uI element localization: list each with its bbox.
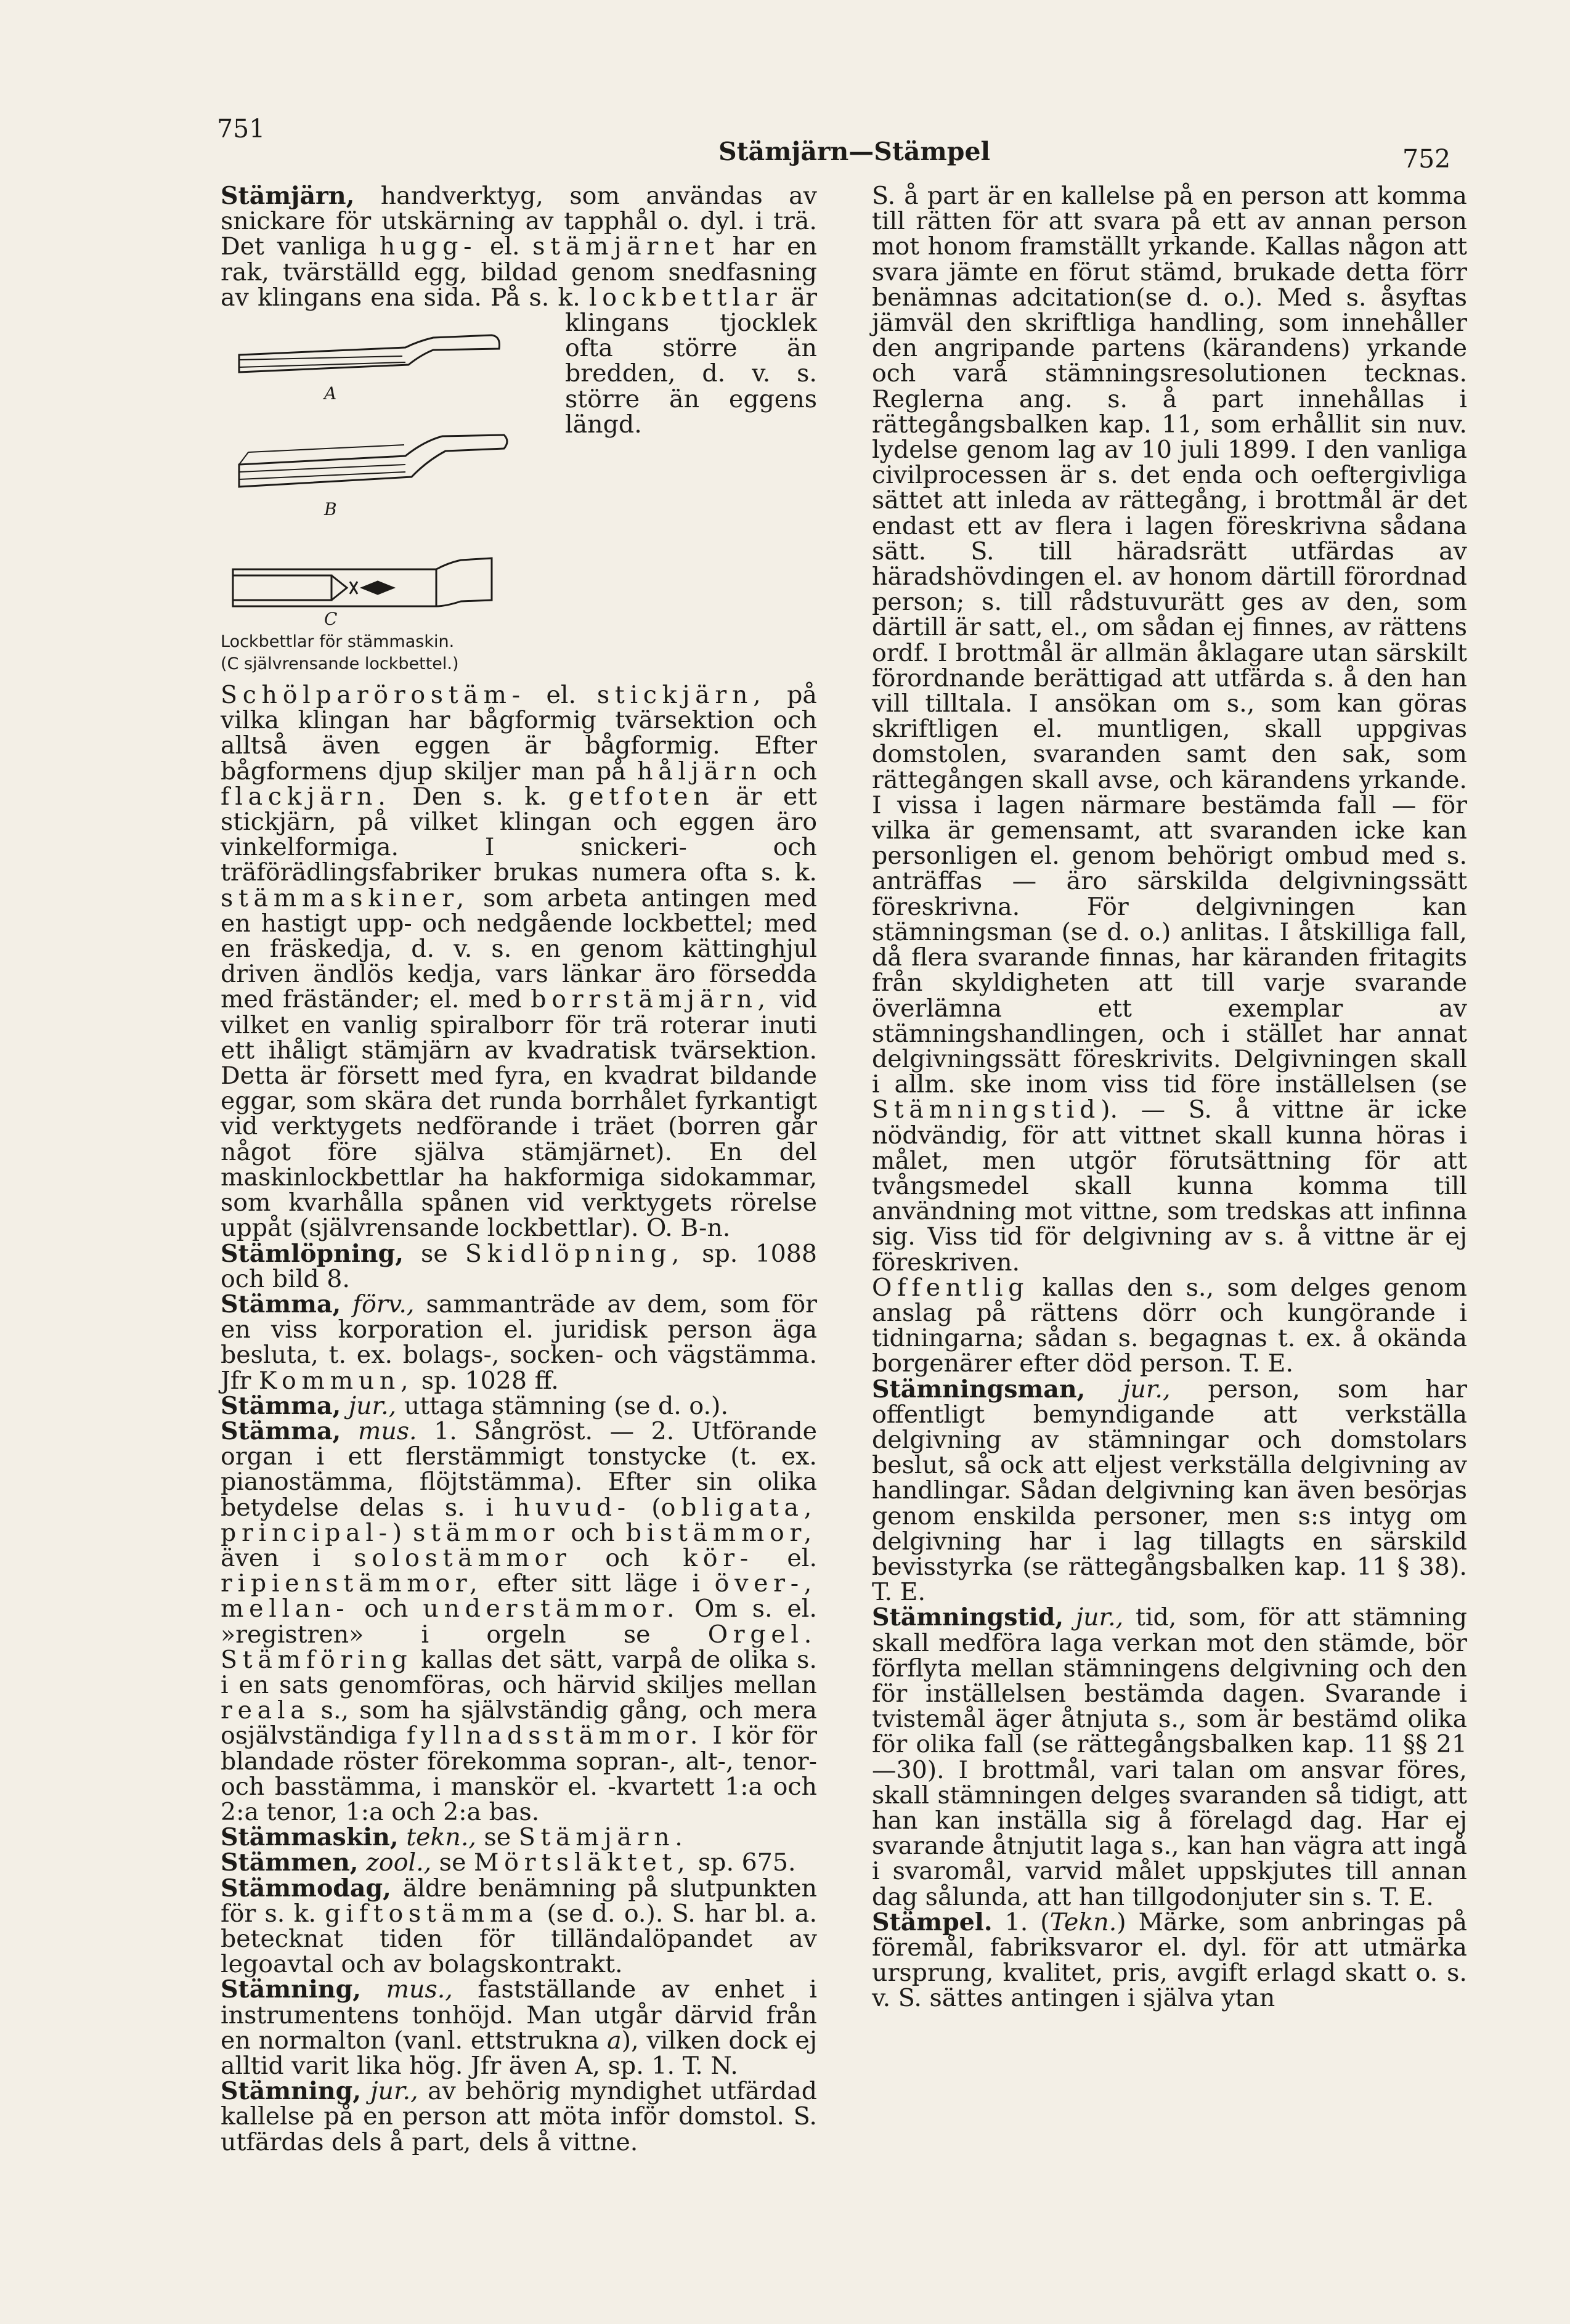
entry-text: 1. Sångröst. — 2. Utförande organ i ett flerstämmigt tonstycke (t. ex. pianostämma, flöjtstämma). Efter sin olika betydelse delas s. i xyxy=(221,1416,818,1522)
entry-text: se xyxy=(403,1239,465,1268)
entry-text: av behörig myndighet utfärdad kallelse på en person att möta inför domstol. S. utfärdas dels å part, dels å vittne. xyxy=(221,2077,817,2156)
entry-stamjarn xyxy=(221,184,817,1241)
entry-text: vid vilket en vanlig spiralborr för trä roterar inuti ett ihåligt stämjärn av kvadratisk tvärsektion. Detta är försett med fyra, en kvadrat bildande eggar, som skära det runda borrhålet fyrkantigt vid verktygets nedförande i träet (borren går något före själva stämjärnet). En del maskinlockbettlar ha hakformiga sidokammar, som kvarhålla spånen vid verktygets rörelse uppåt (självrensande lockbettlar). O. B-n. xyxy=(221,985,817,1243)
figure-label-b: B xyxy=(324,499,337,520)
spaced-term: flackjärn. xyxy=(221,782,391,811)
spaced-term: Mörtsläktet, xyxy=(474,1848,691,1877)
left-column xyxy=(221,184,817,2155)
headword: Stämpel. xyxy=(872,1908,993,1936)
entry-text: äldre benämning på slutpunkten för s. k. xyxy=(221,1874,817,1928)
entry-offentlig-stamning xyxy=(872,1275,1467,1377)
entry-text: är klingans tjocklek ofta större än bredden, d. v. s. större än eggens längd. xyxy=(565,283,817,439)
caption-line: (C självrensande lockbettel.) xyxy=(221,654,459,674)
spaced-term: håljärn xyxy=(637,757,762,786)
spaced-term: Offentlig xyxy=(872,1273,1030,1302)
entry-stammaskin xyxy=(221,1825,817,1850)
entry-text: ) Märke, som anbringas på föremål, fabriksvaror el. dyl. för att utmärka ursprung, kvalitet, pris, avgift erlagd skatt o. s. v. S. sättes antingen i själva ytan xyxy=(872,1908,1467,2013)
entry-text: ), vilken dock ej alltid varit lika hög. Jfr även A, sp. 1. T. N. xyxy=(221,2026,817,2080)
entry-text: handverktyg, som användas av snickare för utskärning av tapphål o. dyl. i trä. Det vanliga xyxy=(221,182,817,261)
spaced-term: Kommun, xyxy=(258,1366,414,1395)
entry-text: S. å part är en kallelse på en person att komma till rätten för att svara på ett av annan person mot honom framställt yrkande. Kallas någon att svara jämte en förut stämd, brukade detta förr benämnas adcitation(se d. o.). Med s. åsyftas jämväl den skriftliga handling, som innehåller den angripande partens (kärandens) yrkande och varå stämningsresolutionen tecknas. Reglerna ang. s. å part innehållas i rättegångsbalken kap. 11, som erhållit sin nuv. lydelse genom lag av 10 juli 1899. I den vanliga civilprocessen är s. det enda och oeftergivliga sättet att inleda av rättegång, i brottmål är det endast ett av flera i lagen föreskrivna sådana sätt. S. till häradsrätt utfärdas av häradshövdingen el. av honom därtill förordnad person; s. till rådstuvurätt ges av den, som därtill är satt, el., om sådan ej finnes, av rättens ordf. I brottmål är allmän åklagare utan särskilt förordnande berättigad att utfärda s. å den han vill tilltala. I ansökan om s., som kan göras skriftligen el. muntligen, skall uppgivas domstolen, svaranden samt den sak, som rättegången skall avse, och kärandens yrkande. I vissa i lagen närmare bestämda fall — för vilka är gemensamt, att svaranden icke kan personligen el. genom behörigt ombud med s. anträffas — äro särskilda delgivningssätt föreskrivna. För delgivningen kan stämningsman (se d. o.) anlitas. I åtskilliga fall, då flera svarande finnas, har käranden fritagits från skyldigheten att till varje svarande överlämna ett exemplar av stämningshandlingen, och i stället har annat delgivningssätt föreskrivits. Delgivningen skall i allm. ske inom viss tid före inställelsen (se xyxy=(872,182,1467,1099)
spaced-term: ripienstämmor, xyxy=(221,1569,483,1598)
entry-text: och xyxy=(762,757,817,786)
spaced-term: bistämmor, xyxy=(625,1518,817,1547)
spaced-term: Skidlöpning, xyxy=(465,1239,685,1268)
entry-stamningsman xyxy=(872,1377,1467,1606)
entry-text: fastställande av enhet i instrumentens tonhöjd. Man utgår därvid från en normalton (vanl. ettstrukna xyxy=(221,1975,817,2055)
field-label: jur., xyxy=(341,1391,397,1420)
right-column xyxy=(872,184,1467,2012)
figure-caption xyxy=(221,631,556,675)
entry-text: el. xyxy=(477,232,533,261)
field-label: Tekn. xyxy=(1049,1908,1117,1936)
spaced-term: stämmaskiner, xyxy=(221,884,470,912)
spaced-term: Stämjärn. xyxy=(518,1823,688,1852)
field-label: förv., xyxy=(341,1290,415,1318)
entry-text: som arbeta antingen med en hastigt upp- och nedgående lockbettel; med en fräskedja, d. v. s. en genom kättinghjul driven ändlös kedja, vars länkar äro försedda med fräständer; el. med xyxy=(221,884,817,1014)
entry-text: se xyxy=(431,1848,474,1877)
spaced-term: obligata, principal- xyxy=(221,1493,818,1547)
spaced-term: understämmor. xyxy=(423,1595,680,1623)
entry-text: även i xyxy=(221,1543,354,1572)
entry-text: ). — S. å vittne är icke nödvändig, för att vittnet skall kunna höras i målet, men utgör förutsättning för att tvångsmedel skall kunna komma till användning mot vittne, som tredskas att infinna sig. Viss tid för delgivning av s. å vittne är ej föreskriven. xyxy=(872,1095,1467,1277)
spaced-term: fyllnadsstämmor. xyxy=(406,1721,704,1750)
entry-text: Den s. k. xyxy=(391,782,569,811)
entry-text: Om s. el. »registren» i orgeln se xyxy=(221,1595,817,1649)
headword: Stämma, xyxy=(221,1391,341,1420)
italic-term: a xyxy=(607,2026,622,2055)
entry-text: el. xyxy=(525,681,597,710)
field-label: tekn., xyxy=(398,1823,476,1852)
entry-stamning-jur xyxy=(221,2079,817,2155)
headword: Stämjärn, xyxy=(221,182,355,210)
figure-label-c: C xyxy=(324,609,338,630)
entry-text: och xyxy=(559,1518,626,1547)
spaced-term: borrstämjärn, xyxy=(531,985,771,1014)
headword: Stämma, xyxy=(221,1290,341,1318)
caption-line: Lockbettlar för stämmaskin. xyxy=(221,632,455,652)
entry-text: är ett stickjärn, på vilket klingan och eggen äro vinkelformiga. I snickeri- och träförädlingsfabriker brukas numera ofta s. k. xyxy=(221,782,818,887)
entry-text: sp. 675. xyxy=(690,1848,796,1877)
entry-stamningstid xyxy=(872,1605,1467,1909)
headword: Stämma, xyxy=(221,1416,341,1445)
chisel-illustration xyxy=(221,311,556,680)
spaced-term: Stämningstid xyxy=(872,1095,1101,1124)
headword: Stämmodag, xyxy=(221,1874,391,1903)
headword: Stämning, xyxy=(221,1975,361,2004)
entry-text: uttaga stämning (se d. o.). xyxy=(396,1391,729,1420)
spaced-term: Stämföring xyxy=(221,1645,413,1674)
spaced-term: solostämmor xyxy=(354,1543,572,1572)
headword: Stämningsman, xyxy=(872,1375,1086,1404)
entry-text: ) xyxy=(392,1518,413,1547)
headword: Stämning, xyxy=(221,2077,361,2106)
headword: Stämmaskin, xyxy=(221,1823,399,1852)
entry-text: s., som ha självständig gång, och mera osjälvständiga xyxy=(221,1696,817,1750)
field-label: zool., xyxy=(358,1848,432,1877)
entry-text: se xyxy=(476,1823,519,1852)
entry-text: 1. ( xyxy=(992,1908,1050,1936)
spaced-term: huvud- xyxy=(514,1493,631,1522)
entry-text: efter sitt läge i xyxy=(482,1569,715,1598)
spaced-term: stickjärn, xyxy=(596,681,767,710)
entry-text: sp. 1028 ff. xyxy=(413,1366,559,1395)
figure-label-a: A xyxy=(324,383,337,404)
entry-stamning-mus xyxy=(221,1977,817,2079)
entry-stamlopning xyxy=(221,1241,817,1292)
entry-stampel xyxy=(872,1910,1467,2012)
spaced-term: stämmor xyxy=(413,1518,560,1547)
entry-text: sp. 1088 och bild 8. xyxy=(221,1239,817,1293)
entry-stamma-jur xyxy=(221,1391,817,1420)
entry-text: kallas den s., som delges genom anslag på rättens dörr och kungörande i tidningarna; sådan s. begagnas t. ex. å okända borgenärer efter död person. T. E. xyxy=(872,1273,1467,1378)
entry-text: person, som har offentligt bemyndigande att verkställa delgivning av stämningar och domstolars beslut, så ock att eljest verkställa delgivning av handlingar. Sådan delgivning kan även besörjas genom enskilda personer, men s:s intyg om delgivning har i lag tillagts en särskild bevisstyrka (se rättegångsbalken kap. 11 § 38). T. E. xyxy=(872,1375,1467,1607)
entry-stamma-forv xyxy=(221,1292,817,1394)
field-label: jur., xyxy=(1064,1603,1124,1632)
entry-text: har en rak, tvärställd egg, bildad genom snedfasning av klingans ena sida. På s. k. xyxy=(221,232,817,312)
entry-text: I kör för blandade röster förekomma sopran-, alt-, tenor- och basstämma, i manskör el. -kvartett 1:a och 2:a tenor, 1:a och 2:a bas. xyxy=(221,1721,817,1826)
entry-text: sammanträde av dem, som för en viss korporation el. juridisk person äga besluta, t. ex. bolags-, socken- och vägstämma. Jfr xyxy=(221,1290,817,1395)
spaced-term: hugg- xyxy=(379,232,478,261)
entry-text: och xyxy=(349,1595,423,1623)
entry-stammen xyxy=(221,1850,817,1875)
entry-text: ( xyxy=(630,1493,661,1522)
headword: Stämningstid, xyxy=(872,1603,1064,1632)
spaced-term: Schölparörostäm- xyxy=(221,681,526,710)
page-number-right: 752 xyxy=(1402,144,1451,174)
field-label: mus. xyxy=(341,1416,417,1445)
spaced-term: kör- xyxy=(683,1543,754,1572)
entry-text: och xyxy=(571,1543,683,1572)
spaced-term: getfoten xyxy=(568,782,715,811)
entry-stamma-mus xyxy=(221,1416,818,1826)
entry-text: kallas det sätt, varpå de olika s. i en sats genomföras, och härvid skiljes mellan xyxy=(221,1645,817,1699)
figure-lockbettlar xyxy=(221,311,556,680)
running-title: Stämjärn—Stämpel xyxy=(718,137,991,166)
entry-stamning-jur-cont xyxy=(872,184,1467,1275)
headword: Stämmen, xyxy=(221,1848,359,1877)
entry-text: på vilka klingan har bågformig tvärsektion och alltså även eggen är bågformig. Efter bågformens djup skiljer man på xyxy=(221,681,817,786)
field-label: jur., xyxy=(360,2077,418,2106)
spaced-term: reala xyxy=(221,1696,311,1725)
entry-text: el. xyxy=(753,1543,817,1572)
entry-text: (se d. o.). S. har bl. a. betecknat tiden för tilländalöpandet av legoavtal och av bolagskontrakt. xyxy=(221,1899,817,1979)
spaced-term: över-, mellan- xyxy=(221,1569,817,1623)
field-label: mus., xyxy=(360,1975,453,2004)
spaced-term: giftostämma xyxy=(325,1899,539,1928)
page-number-left: 751 xyxy=(217,114,266,144)
spaced-term: Orgel. xyxy=(707,1620,817,1649)
field-label: jur., xyxy=(1085,1375,1171,1404)
headword: Stämlöpning, xyxy=(221,1239,404,1268)
spaced-term: stämjärnet xyxy=(532,232,720,261)
entry-text: tid, som, för att stämning skall medföra laga verkan mot den stämde, bör förflyta mellan stämningens delgivning och den för inställelsen bestämda dagen. Svarande i tvistemål äger åtnjuta s., som är bestämd olika för olika fall (se rättegångsbalken kap. 11 §§ 21—30). I brottmål, vari talan om ansvar föres, skall stämningen delges svaranden så tidigt, att han kan inställa sig å förelagd dag. Har ej svarande åtnjutit laga s., kan han vägra att ingå i svaromål, varvid målet uppskjutes till annan dag sålunda, att han tillgodonjuter sin s. T. E. xyxy=(872,1603,1468,1911)
spaced-term: lockbettlar xyxy=(588,283,783,312)
entry-stammodag xyxy=(221,1876,817,1978)
